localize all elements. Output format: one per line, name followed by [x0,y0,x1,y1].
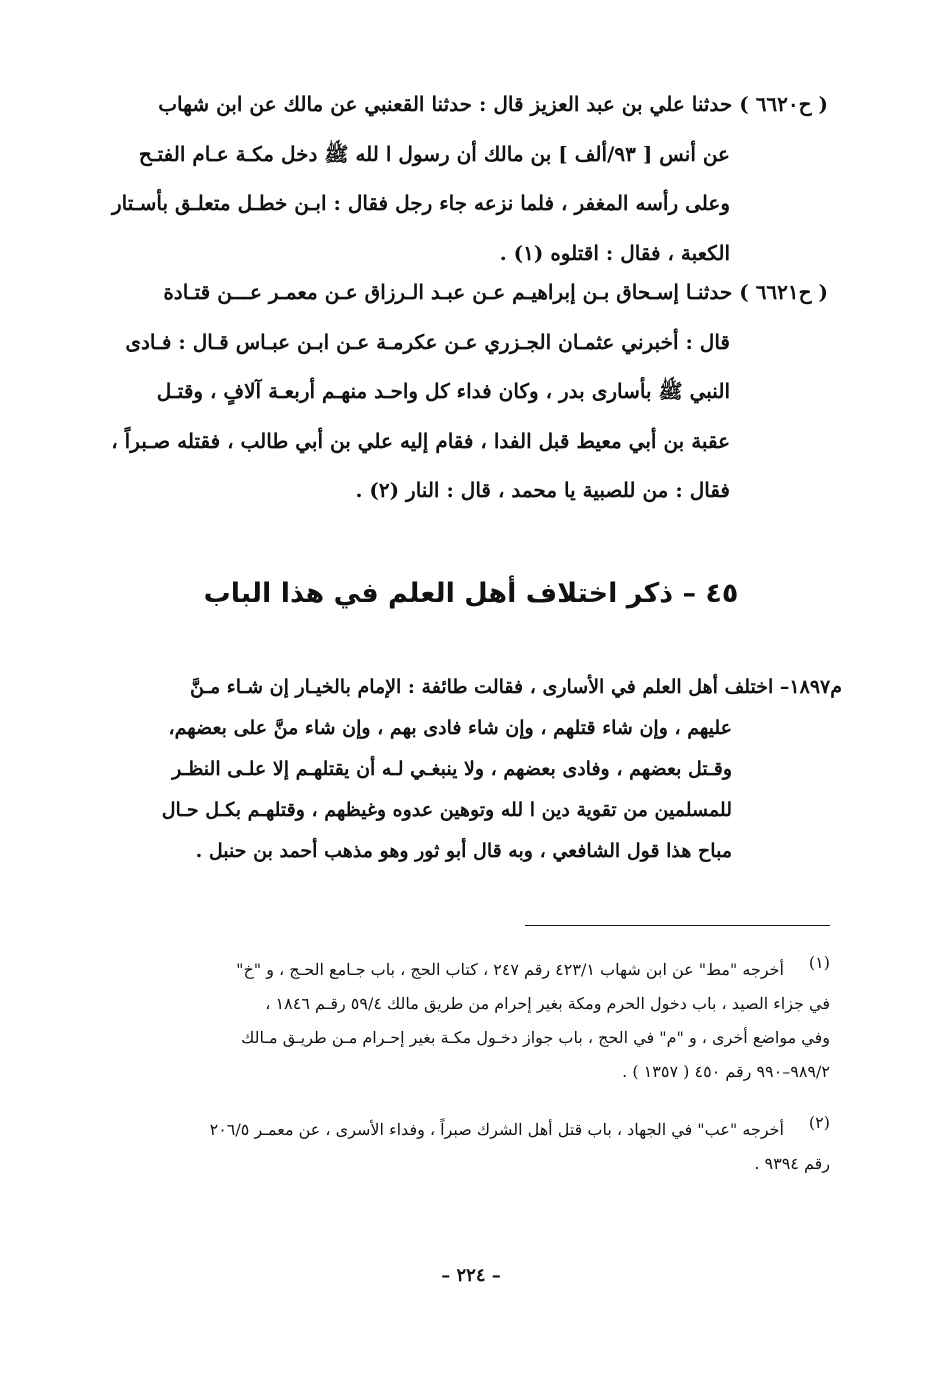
section-heading: ٤٥ – ذكر اختلاف أهل العلم في هذا الباب [203,578,739,609]
footnote-line: رقم ٩٣٩٤ . [754,1154,830,1173]
text-line: وعلى رأسه المغفر ، فلما نزعه جاء رجل فقال : ابـن خطـل متعلـق بأسـتار [112,191,730,215]
text-line: وقـتل بعضهم ، وفادى بعضهم ، ولا ينبغـي لـه أن يقتلهـم إلا علـى النظـر [172,758,732,780]
footnote-line: في جزاء الصيد ، باب دخول الحرم ومكة بغير إحرام من طريق مالك ٥٩/٤ رقـم ١٨٤٦ ، [265,994,830,1013]
hadith-6620 [108,80,828,278]
text-line: ( ح٦٦٢٠ ) حدثنا علي بن عبد العزيز قال : حدثنا القعنبي عن مالك عن ابن شهاب [158,92,828,116]
footnote-line: أخرجه "مط" عن ابن شهاب ٤٢٣/١ رقم ٢٤٧ ، كتاب الحج ، باب جـامع الحـج ، و "خ" [236,960,784,979]
text-line: قال : أخبرني عثمـان الجـزري عـن عكرمـة عـن ابـن عبـاس قـال : فـادى [125,329,730,354]
text-line: للمسلمين من تقوية دين ا لله وتوهين عدوه وغيظهم ، وقتلهـم بكـل حـال [161,799,732,821]
text-line: مباح هذا قول الشافعي ، وبه قال أبو ثور وهو مذهب أحمد بن حنبل . [195,840,732,862]
text-line: م١٨٩٧– اختلف أهل العلم في الأسارى ، فقالت طائفة : الإمام بالخيـار إن شـاء مـنَّ [189,676,842,698]
text-line: عن أنس [ ٩٣/ألف ] بن مالك أن رسول ا لله ﷺ دخل مكـة عـام الفتـح [138,141,730,166]
footnote-line: ٩٨٩/٢–٩٩٠ رقم ٤٥٠ ( ١٣٥٧ ) . [622,1062,830,1081]
paragraph-1897 [107,667,842,872]
footnote-line: وفي مواضع أخرى ، و "م" في الحج ، باب جواز دخـول مكـة بغير إحـرام مـن طريـق مـالك [241,1028,830,1047]
footnote-1 [106,953,830,1089]
text-line: عقبة بن أبي معيط قبل الفدا ، فقام إليه علي بن أبي طالب ، فقتله صـبراً ، [111,428,730,453]
footnote-separator [525,925,830,926]
text-line: عليهم ، وإن شاء قتلهم ، وإن شاء فادى بهم ، وإن شاء منَّ على بعضهم، [168,717,732,739]
footnote-line: أخرجه "عب" في الجهاد ، باب قتل أهل الشرك صبراً ، وفداء الأسرى ، عن معمـر ٢٠٦/٥ [209,1120,784,1139]
footnote-number: (٢) [808,1113,830,1132]
footnote-2 [106,1113,830,1181]
text-line: الكعبة ، فقال : اقتلوه (١) . [499,240,730,265]
footnote-number: (١) [808,953,830,972]
text-line: فقال : من للصبية يا محمد ، قال : النار (٢) . [355,478,730,502]
text-line: ( ح٦٦٢١ ) حدثنـا إسـحاق بـن إبراهيـم عـن عبـد الـرزاق عـن معمـر عـــن قتـادة [163,280,828,304]
text-line: النبي ﷺ بأسارى بدر ، وكان فداء كل واحـد منهـم أربعـة آلافٍ ، وقتـل [156,379,730,403]
page-number: – ٢٢٤ – [441,1265,501,1286]
hadith-6621 [108,268,828,516]
